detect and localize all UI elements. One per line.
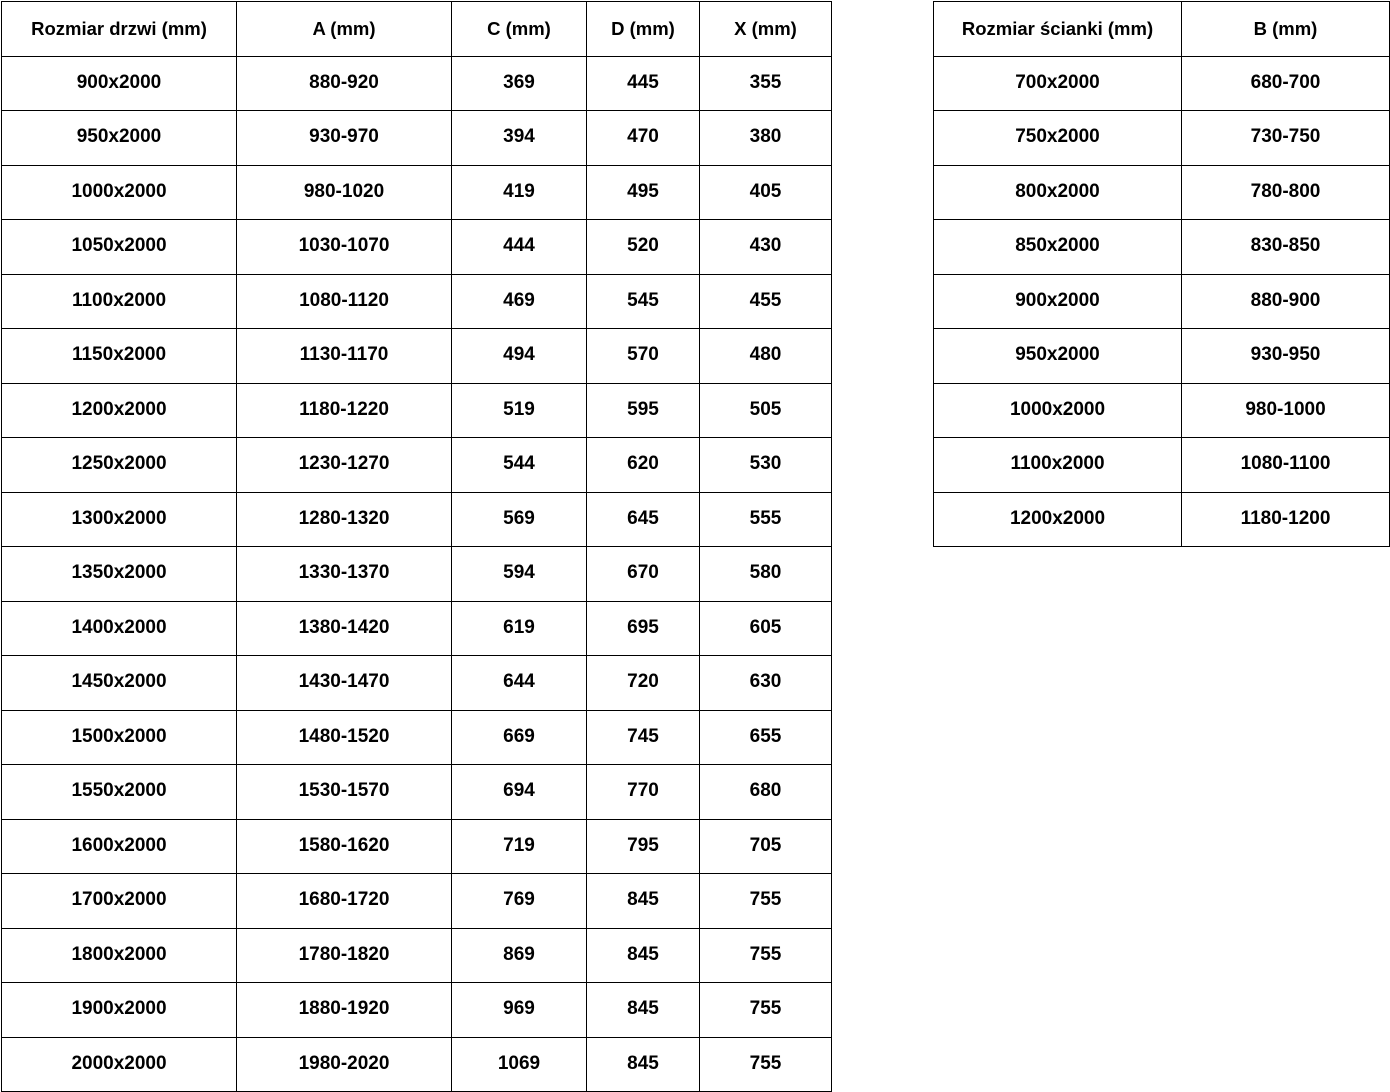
door-cell: 680	[700, 765, 832, 820]
wall-cell: 680-700	[1182, 56, 1390, 111]
door-cell: 1080-1120	[237, 274, 452, 329]
door-cell: 495	[587, 165, 700, 220]
door-cell: 580	[700, 547, 832, 602]
table-row	[934, 165, 1390, 220]
wall-cell: 780-800	[1182, 165, 1390, 220]
door-cell: 770	[587, 765, 700, 820]
door-cell: 755	[700, 1037, 832, 1092]
table-row	[2, 874, 832, 929]
table-row	[2, 111, 832, 166]
wall-cell: 830-850	[1182, 220, 1390, 275]
door-cell: 1280-1320	[237, 492, 452, 547]
door-cell: 745	[587, 710, 700, 765]
door-cell: 595	[587, 383, 700, 438]
door-column-header: D (mm)	[587, 2, 700, 57]
door-cell: 720	[587, 656, 700, 711]
door-cell: 969	[452, 983, 587, 1038]
door-cell: 1880-1920	[237, 983, 452, 1038]
door-row-label: 2000x2000	[2, 1037, 237, 1092]
door-sizes-table-head	[2, 2, 832, 57]
table-row	[934, 492, 1390, 547]
door-cell: 1580-1620	[237, 819, 452, 874]
door-cell: 570	[587, 329, 700, 384]
door-cell: 769	[452, 874, 587, 929]
door-cell: 520	[587, 220, 700, 275]
door-cell: 1230-1270	[237, 438, 452, 493]
door-row-label: 1900x2000	[2, 983, 237, 1038]
door-row-label: 950x2000	[2, 111, 237, 166]
table-row	[2, 765, 832, 820]
door-cell: 1430-1470	[237, 656, 452, 711]
door-cell: 694	[452, 765, 587, 820]
wall-row-label: 1000x2000	[934, 383, 1182, 438]
door-cell: 555	[700, 492, 832, 547]
table-row	[2, 438, 832, 493]
door-cell: 444	[452, 220, 587, 275]
door-row-label: 1200x2000	[2, 383, 237, 438]
door-cell: 480	[700, 329, 832, 384]
door-cell: 455	[700, 274, 832, 329]
wall-column-header: Rozmiar ścianki (mm)	[934, 2, 1182, 57]
wall-row-label: 850x2000	[934, 220, 1182, 275]
wall-sizes-table-head	[934, 2, 1390, 57]
table-row	[934, 438, 1390, 493]
door-cell: 1069	[452, 1037, 587, 1092]
door-cell: 1480-1520	[237, 710, 452, 765]
door-cell: 545	[587, 274, 700, 329]
door-cell: 1130-1170	[237, 329, 452, 384]
door-cell: 1330-1370	[237, 547, 452, 602]
door-cell: 494	[452, 329, 587, 384]
table-row	[934, 274, 1390, 329]
table-row	[2, 928, 832, 983]
door-cell: 845	[587, 983, 700, 1038]
door-row-label: 1400x2000	[2, 601, 237, 656]
door-row-label: 1000x2000	[2, 165, 237, 220]
door-cell: 930-970	[237, 111, 452, 166]
door-cell: 880-920	[237, 56, 452, 111]
door-cell: 719	[452, 819, 587, 874]
table-row	[2, 547, 832, 602]
door-cell: 470	[587, 111, 700, 166]
door-sizes-table-body	[2, 56, 832, 1092]
wall-row-label: 1200x2000	[934, 492, 1182, 547]
table-header-row	[2, 2, 832, 57]
door-cell: 1980-2020	[237, 1037, 452, 1092]
door-cell: 519	[452, 383, 587, 438]
door-cell: 530	[700, 438, 832, 493]
door-cell: 1530-1570	[237, 765, 452, 820]
wall-row-label: 700x2000	[934, 56, 1182, 111]
door-cell: 394	[452, 111, 587, 166]
door-row-label: 900x2000	[2, 56, 237, 111]
table-row	[934, 220, 1390, 275]
door-row-label: 1550x2000	[2, 765, 237, 820]
wall-sizes-table-body	[934, 56, 1390, 547]
door-cell: 695	[587, 601, 700, 656]
wall-row-label: 950x2000	[934, 329, 1182, 384]
door-row-label: 1100x2000	[2, 274, 237, 329]
door-cell: 705	[700, 819, 832, 874]
table-row	[2, 329, 832, 384]
door-cell: 620	[587, 438, 700, 493]
door-cell: 405	[700, 165, 832, 220]
table-row	[2, 656, 832, 711]
door-cell: 505	[700, 383, 832, 438]
door-column-header: C (mm)	[452, 2, 587, 57]
door-sizes-table	[1, 1, 832, 1092]
door-cell: 644	[452, 656, 587, 711]
wall-cell: 1080-1100	[1182, 438, 1390, 493]
door-row-label: 1250x2000	[2, 438, 237, 493]
table-row	[2, 165, 832, 220]
door-row-label: 1500x2000	[2, 710, 237, 765]
wall-row-label: 750x2000	[934, 111, 1182, 166]
door-cell: 605	[700, 601, 832, 656]
door-row-label: 1350x2000	[2, 547, 237, 602]
door-cell: 845	[587, 874, 700, 929]
door-cell: 430	[700, 220, 832, 275]
wall-cell: 1180-1200	[1182, 492, 1390, 547]
door-row-label: 1300x2000	[2, 492, 237, 547]
wall-row-label: 900x2000	[934, 274, 1182, 329]
table-header-row	[934, 2, 1390, 57]
table-row	[2, 383, 832, 438]
door-cell: 795	[587, 819, 700, 874]
door-row-label: 1450x2000	[2, 656, 237, 711]
door-column-header: A (mm)	[237, 2, 452, 57]
door-cell: 845	[587, 1037, 700, 1092]
door-cell: 419	[452, 165, 587, 220]
wall-row-label: 800x2000	[934, 165, 1182, 220]
door-cell: 380	[700, 111, 832, 166]
door-column-header: Rozmiar drzwi (mm)	[2, 2, 237, 57]
table-row	[2, 220, 832, 275]
door-cell: 1680-1720	[237, 874, 452, 929]
door-cell: 645	[587, 492, 700, 547]
door-cell: 869	[452, 928, 587, 983]
door-row-label: 1700x2000	[2, 874, 237, 929]
wall-cell: 930-950	[1182, 329, 1390, 384]
door-cell: 544	[452, 438, 587, 493]
table-row	[2, 1037, 832, 1092]
table-row	[934, 111, 1390, 166]
table-row	[934, 56, 1390, 111]
door-row-label: 1150x2000	[2, 329, 237, 384]
table-row	[2, 710, 832, 765]
door-cell: 594	[452, 547, 587, 602]
wall-row-label: 1100x2000	[934, 438, 1182, 493]
table-row	[2, 601, 832, 656]
wall-cell: 730-750	[1182, 111, 1390, 166]
door-cell: 1780-1820	[237, 928, 452, 983]
door-cell: 355	[700, 56, 832, 111]
wall-sizes-table	[933, 1, 1390, 547]
door-cell: 369	[452, 56, 587, 111]
door-cell: 1180-1220	[237, 383, 452, 438]
table-row	[2, 492, 832, 547]
door-cell: 1380-1420	[237, 601, 452, 656]
door-cell: 1030-1070	[237, 220, 452, 275]
door-cell: 755	[700, 928, 832, 983]
door-cell: 670	[587, 547, 700, 602]
door-cell: 755	[700, 983, 832, 1038]
table-row	[934, 329, 1390, 384]
table-row	[2, 819, 832, 874]
door-row-label: 1600x2000	[2, 819, 237, 874]
table-row	[2, 56, 832, 111]
door-cell: 469	[452, 274, 587, 329]
door-cell: 619	[452, 601, 587, 656]
table-row	[2, 983, 832, 1038]
wall-cell: 880-900	[1182, 274, 1390, 329]
door-cell: 630	[700, 656, 832, 711]
wall-cell: 980-1000	[1182, 383, 1390, 438]
door-cell: 669	[452, 710, 587, 765]
door-cell: 655	[700, 710, 832, 765]
door-row-label: 1050x2000	[2, 220, 237, 275]
wall-column-header: B (mm)	[1182, 2, 1390, 57]
door-cell: 755	[700, 874, 832, 929]
table-row	[934, 383, 1390, 438]
table-row	[2, 274, 832, 329]
door-row-label: 1800x2000	[2, 928, 237, 983]
door-cell: 845	[587, 928, 700, 983]
door-column-header: X (mm)	[700, 2, 832, 57]
door-cell: 445	[587, 56, 700, 111]
door-cell: 569	[452, 492, 587, 547]
door-cell: 980-1020	[237, 165, 452, 220]
